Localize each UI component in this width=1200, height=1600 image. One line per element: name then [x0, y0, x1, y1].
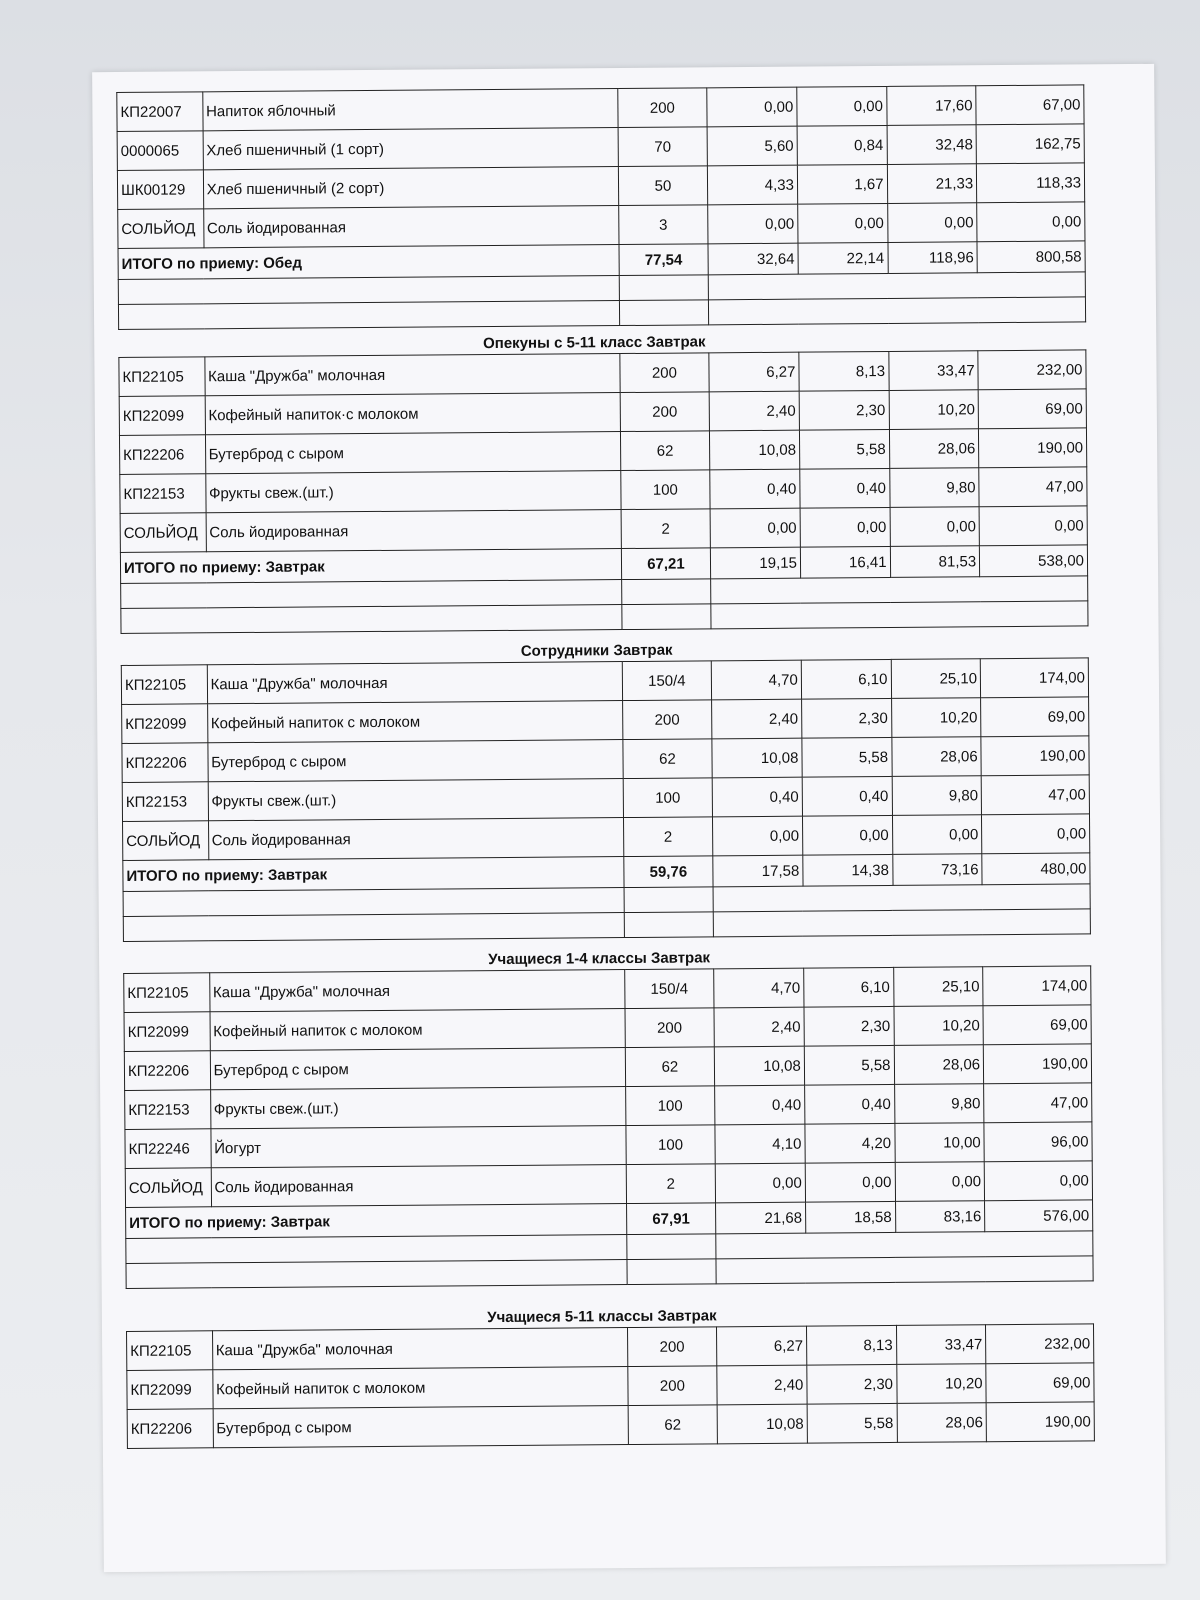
item-weight: 100 — [626, 1125, 716, 1165]
item-code: КП22206 — [122, 743, 208, 783]
item-weight: 62 — [620, 431, 710, 471]
item-fats: 6,10 — [801, 659, 891, 699]
item-code: КП22105 — [124, 973, 210, 1013]
item-carbs: 25,10 — [893, 967, 983, 1007]
item-kcal: 190,00 — [983, 1044, 1091, 1084]
empty-cell — [619, 275, 709, 301]
section-title: Учащиеся 1-4 классы Завтрак — [488, 949, 711, 969]
item-kcal: 67,00 — [976, 85, 1084, 125]
item-code: КП22246 — [125, 1129, 211, 1169]
total-carbs: 73,16 — [892, 854, 982, 886]
item-weight: 200 — [617, 88, 707, 128]
item-weight: 3 — [618, 205, 708, 245]
item-kcal: 47,00 — [979, 467, 1087, 507]
item-proteins: 0,00 — [715, 1163, 805, 1203]
item-fats: 5,58 — [807, 1403, 897, 1443]
item-code: КП22206 — [127, 1409, 213, 1449]
item-weight: 100 — [623, 778, 713, 818]
item-proteins: 4,33 — [708, 165, 798, 205]
total-carbs: 81,53 — [890, 546, 980, 578]
item-proteins: 10,08 — [715, 1046, 805, 1086]
item-code: СОЛЬЙОД — [125, 1168, 211, 1208]
empty-cell — [118, 301, 619, 330]
item-weight: 62 — [628, 1405, 718, 1445]
item-kcal: 69,00 — [981, 697, 1089, 737]
item-weight: 200 — [627, 1327, 717, 1367]
item-kcal: 47,00 — [984, 1083, 1092, 1123]
item-weight: 200 — [622, 700, 712, 740]
item-proteins: 0,40 — [710, 469, 800, 509]
item-fats: 2,30 — [807, 1364, 897, 1404]
item-proteins: 6,27 — [717, 1326, 807, 1366]
item-name: Йогурт — [211, 1126, 626, 1168]
item-name: Бутерброд с сыром — [208, 740, 623, 782]
empty-cell — [624, 887, 714, 913]
total-label: ИТОГО по приему: Завтрак — [123, 857, 624, 892]
menu-rows — [124, 966, 1093, 1289]
total-fats: 16,41 — [800, 546, 890, 578]
item-proteins: 2,40 — [709, 391, 799, 431]
item-proteins: 6,27 — [709, 352, 799, 392]
item-proteins: 10,08 — [712, 738, 802, 778]
empty-cell — [713, 909, 1090, 937]
item-carbs: 10,00 — [894, 1123, 984, 1163]
menu-rows — [121, 658, 1090, 942]
total-fats: 22,14 — [798, 242, 888, 274]
item-code: СОЛЬЙОД — [118, 209, 204, 249]
item-name: Соль йодированная — [206, 510, 621, 552]
item-carbs: 0,00 — [890, 507, 980, 547]
item-name: Кофейный напиток·с молоком — [205, 393, 620, 435]
item-name: Кофейный напиток с молоком — [207, 701, 622, 743]
menu-table — [121, 657, 1091, 942]
total-price: 67,21 — [621, 548, 711, 580]
item-code: КП22007 — [117, 92, 203, 132]
item-kcal: 174,00 — [980, 658, 1088, 698]
item-carbs: 33,47 — [888, 351, 978, 391]
item-carbs: 32,48 — [887, 125, 977, 165]
total-fats: 18,58 — [805, 1201, 895, 1233]
item-carbs: 9,80 — [892, 776, 982, 816]
total-kcal: 480,00 — [982, 853, 1090, 885]
empty-cell — [121, 605, 622, 634]
item-name: Бутерброд с сыром — [210, 1048, 625, 1090]
menu-table — [118, 349, 1088, 634]
menu-rows — [117, 85, 1086, 330]
item-code: 0000065 — [117, 131, 203, 171]
section-title: Сотрудники Завтрак — [520, 641, 673, 660]
item-code: КП22105 — [127, 1331, 213, 1371]
item-weight: 200 — [619, 353, 709, 393]
item-carbs: 28,06 — [897, 1403, 987, 1443]
item-fats: 0,00 — [798, 203, 888, 243]
item-fats: 0,00 — [802, 815, 892, 855]
item-fats: 0,40 — [800, 468, 890, 508]
item-carbs: 17,60 — [886, 86, 976, 126]
total-carbs: 83,16 — [895, 1201, 985, 1233]
item-name: Напиток яблочный — [202, 89, 617, 131]
empty-cell — [713, 884, 1090, 912]
item-code: КП22206 — [119, 435, 205, 475]
total-kcal: 576,00 — [985, 1200, 1093, 1232]
item-weight: 50 — [618, 166, 708, 206]
item-carbs: 25,10 — [891, 659, 981, 699]
item-kcal: 0,00 — [982, 814, 1090, 854]
item-weight: 62 — [622, 739, 712, 779]
item-name: Кофейный напиток с молоком — [212, 1367, 627, 1409]
empty-cell — [123, 888, 624, 917]
item-name: Каша "Дружба" молочная — [212, 1328, 627, 1370]
item-kcal: 174,00 — [983, 966, 1091, 1006]
item-fats: 8,13 — [799, 351, 889, 391]
total-label: ИТОГО по приему: Завтрак — [120, 549, 621, 584]
item-kcal: 190,00 — [986, 1402, 1094, 1442]
item-name: Фрукты свеж.(шт.) — [208, 779, 623, 821]
item-carbs: 33,47 — [896, 1325, 986, 1365]
item-proteins: 2,40 — [712, 699, 802, 739]
item-code: КП22153 — [125, 1090, 211, 1130]
item-proteins: 10,08 — [717, 1404, 807, 1444]
item-proteins: 0,00 — [713, 816, 803, 856]
empty-cell — [709, 297, 1086, 325]
empty-cell — [711, 601, 1088, 629]
empty-cell — [118, 276, 619, 305]
empty-cell — [621, 604, 711, 630]
total-proteins: 32,64 — [708, 243, 798, 275]
item-kcal: 0,00 — [979, 506, 1087, 546]
item-kcal: 47,00 — [981, 775, 1089, 815]
total-price: 77,54 — [619, 244, 709, 276]
item-proteins: 4,70 — [712, 660, 802, 700]
item-proteins: 0,00 — [708, 204, 798, 244]
total-proteins: 19,15 — [711, 547, 801, 579]
item-weight: 150/4 — [624, 969, 714, 1009]
total-kcal: 800,58 — [977, 241, 1085, 273]
menu-sheet — [92, 64, 1166, 1572]
empty-cell — [626, 1234, 716, 1260]
item-carbs: 28,06 — [894, 1045, 984, 1085]
item-carbs: 9,80 — [889, 468, 979, 508]
item-carbs: 9,80 — [894, 1084, 984, 1124]
table-row — [127, 1402, 1094, 1449]
item-code: КП22099 — [122, 704, 208, 744]
item-carbs: 10,20 — [891, 698, 981, 738]
item-proteins: 4,70 — [714, 968, 804, 1008]
item-weight: 2 — [623, 817, 713, 857]
item-name: Фрукты свеж.(шт.) — [210, 1087, 625, 1129]
item-name: Каша "Дружба" молочная — [209, 970, 624, 1012]
section-title: Опекуны с 5-11 класс Завтрак — [483, 333, 706, 353]
item-code: КП22099 — [124, 1012, 210, 1052]
item-carbs: 10,20 — [889, 390, 979, 430]
total-kcal: 538,00 — [980, 545, 1088, 577]
item-proteins: 0,00 — [707, 87, 797, 127]
item-fats: 4,20 — [805, 1123, 895, 1163]
item-name: Каша "Дружба" молочная — [204, 354, 619, 396]
menu-rows — [119, 350, 1088, 634]
total-carbs: 118,96 — [888, 242, 978, 274]
item-kcal: 190,00 — [981, 736, 1089, 776]
item-fats: 2,30 — [801, 698, 891, 738]
item-fats: 5,58 — [804, 1045, 894, 1085]
item-kcal: 69,00 — [983, 1005, 1091, 1045]
item-code: СОЛЬЙОД — [120, 513, 206, 553]
item-kcal: 96,00 — [984, 1122, 1092, 1162]
item-carbs: 10,20 — [894, 1006, 984, 1046]
item-proteins: 2,40 — [717, 1365, 807, 1405]
item-proteins: 5,60 — [707, 126, 797, 166]
item-fats: 0,84 — [797, 125, 887, 165]
item-weight: 200 — [625, 1008, 715, 1048]
item-carbs: 28,06 — [891, 737, 981, 777]
item-fats: 2,30 — [804, 1006, 894, 1046]
item-name: Каша "Дружба" молочная — [207, 662, 622, 704]
item-carbs: 10,20 — [896, 1364, 986, 1404]
item-proteins: 0,40 — [712, 777, 802, 817]
section-title: Учащиеся 5-11 классы Завтрак — [487, 1307, 717, 1327]
empty-cell — [619, 300, 709, 326]
item-kcal: 69,00 — [978, 389, 1086, 429]
item-name: Бутерброд с сыром — [205, 432, 620, 474]
item-proteins: 10,08 — [710, 430, 800, 470]
item-kcal: 118,33 — [977, 163, 1085, 203]
item-fats: 0,00 — [805, 1162, 895, 1202]
item-weight: 100 — [625, 1086, 715, 1126]
item-weight: 200 — [620, 392, 710, 432]
item-proteins: 4,10 — [715, 1124, 805, 1164]
empty-cell — [708, 272, 1085, 300]
total-proteins: 21,68 — [716, 1202, 806, 1234]
item-code: КП22153 — [122, 782, 208, 822]
item-fats: 0,40 — [804, 1084, 894, 1124]
item-carbs: 0,00 — [895, 1162, 985, 1202]
item-fats: 6,10 — [804, 967, 894, 1007]
item-carbs: 28,06 — [889, 429, 979, 469]
item-name: Соль йодированная — [208, 818, 623, 860]
item-weight: 100 — [620, 470, 710, 510]
item-fats: 5,58 — [799, 429, 889, 469]
item-carbs: 0,00 — [892, 815, 982, 855]
item-weight: 200 — [627, 1366, 717, 1406]
menu-table — [116, 84, 1086, 330]
item-fats: 5,58 — [802, 737, 892, 777]
item-weight: 150/4 — [622, 661, 712, 701]
item-weight: 62 — [625, 1047, 715, 1087]
item-name: Хлеб пшеничный (2 сорт) — [203, 167, 618, 209]
item-name: Бутерброд с сыром — [213, 1406, 628, 1448]
item-name: Соль йодированная — [211, 1165, 626, 1207]
item-kcal: 232,00 — [978, 350, 1086, 390]
item-code: КП22153 — [120, 474, 206, 514]
empty-cell — [716, 1256, 1093, 1284]
item-fats: 0,40 — [802, 776, 892, 816]
empty-cell — [624, 912, 714, 938]
item-kcal: 0,00 — [977, 202, 1085, 242]
empty-cell — [123, 913, 624, 942]
item-carbs: 21,33 — [887, 164, 977, 204]
total-price: 59,76 — [623, 856, 713, 888]
total-price: 67,91 — [626, 1203, 716, 1235]
item-kcal: 0,00 — [984, 1161, 1092, 1201]
empty-cell — [126, 1235, 627, 1264]
item-fats: 1,67 — [797, 164, 887, 204]
menu-table — [126, 1323, 1095, 1449]
item-code: КП22206 — [124, 1051, 210, 1091]
item-kcal: 69,00 — [986, 1363, 1094, 1403]
menu-rows — [127, 1324, 1095, 1449]
item-code: КП22105 — [121, 665, 207, 705]
item-proteins: 0,00 — [710, 508, 800, 548]
item-code: ШК00129 — [117, 170, 203, 210]
item-fats: 0,00 — [800, 507, 890, 547]
item-name: Фрукты свеж.(шт.) — [205, 471, 620, 513]
item-proteins: 0,40 — [715, 1085, 805, 1125]
item-weight: 2 — [621, 509, 711, 549]
menu-table — [123, 965, 1093, 1289]
item-weight: 2 — [626, 1164, 716, 1204]
total-label: ИТОГО по приему: Обед — [118, 245, 619, 280]
total-fats: 14,38 — [803, 854, 893, 886]
item-fats: 8,13 — [806, 1325, 896, 1365]
total-label: ИТОГО по приему: Завтрак — [126, 1204, 627, 1239]
item-proteins: 2,40 — [714, 1007, 804, 1047]
item-name: Хлеб пшеничный (1 сорт) — [203, 128, 618, 170]
empty-cell — [711, 576, 1088, 604]
item-kcal: 232,00 — [986, 1324, 1094, 1364]
item-code: КП22099 — [127, 1370, 213, 1410]
empty-cell — [621, 579, 711, 605]
item-code: КП22099 — [119, 396, 205, 436]
item-code: СОЛЬЙОД — [123, 821, 209, 861]
item-name: Кофейный напиток с молоком — [210, 1009, 625, 1051]
item-kcal: 162,75 — [976, 124, 1084, 164]
item-code: КП22105 — [119, 357, 205, 397]
item-fats: 0,00 — [797, 86, 887, 126]
item-name: Соль йодированная — [203, 206, 618, 248]
empty-cell — [126, 1260, 627, 1289]
total-proteins: 17,58 — [713, 855, 803, 887]
item-weight: 70 — [618, 127, 708, 167]
empty-cell — [716, 1231, 1093, 1259]
item-carbs: 0,00 — [887, 203, 977, 243]
item-kcal: 190,00 — [979, 428, 1087, 468]
empty-cell — [627, 1259, 717, 1285]
item-fats: 2,30 — [799, 390, 889, 430]
